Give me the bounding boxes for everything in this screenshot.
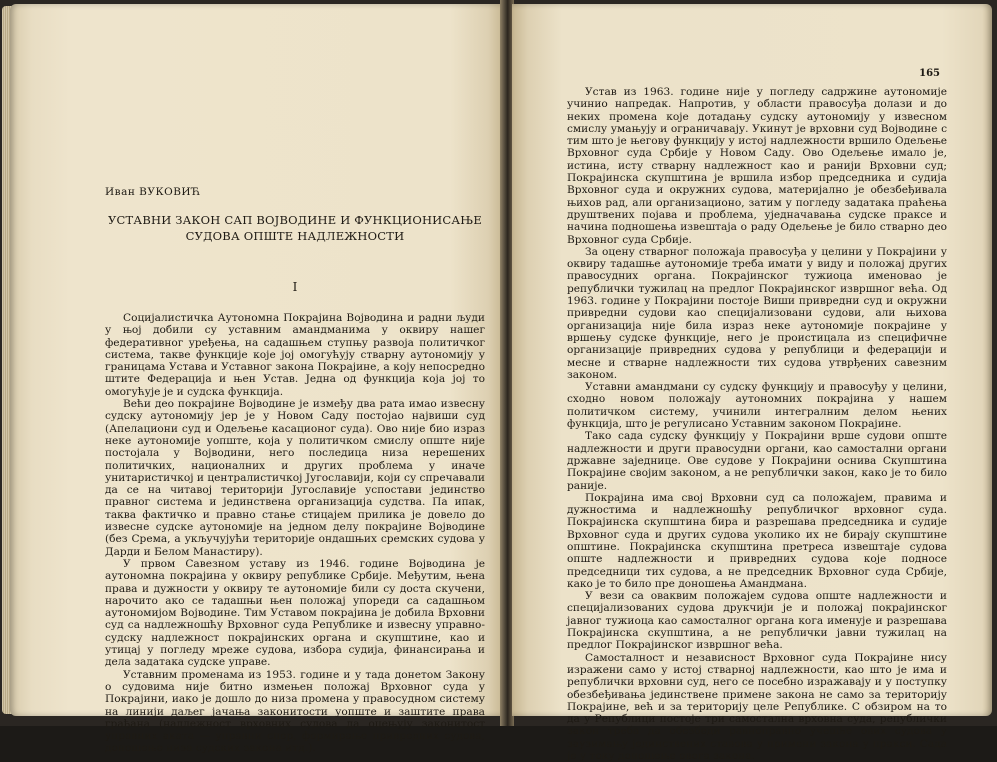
page-number: 165: [919, 68, 940, 79]
paragraph: У вези са оваквим положајем судова опште надлежности и специјализованих судова друкчији је и положај покрајинског јавног тужиоца као самосталног органа кога именује и разрешава Покрајинска скупштина, а не републички јавни тужилац на предлог Покрајинског извршног већа.: [567, 590, 947, 652]
paragraph: Социјалистичка Аутономна Покрајина Војводина и радни људи у њој добили су уставним амандманима у оквиру нашег федеративног уређења, на садашњем ступњу развоја политичког система, такве функције које јој омогућују стварну аутономију у границама Устава и Уставног закона Покрајине, а коју непосредно штите Федерација и њен Устав. Једна од функција која јој то омогућује је и судска функција.: [105, 312, 485, 398]
paragraph: Тако сада судску функцију у Покрајини врше судови опште надлежности и други правосудни органи, као самостални органи државне заједнице. Ове судове у Покрајини оснива Скупштина Покрајине својим законом, а не републички закон, како је то било раније.: [567, 430, 947, 492]
paragraph: Покрајина има свој Врховни суд са положајем, правима и дужностима и надлежношћу републичког врховног суда. Покрајинска скупштина бира и разрешава председника и судије Врховног суда и других судова уколико их не бирају скупштине општине. Покрајинска скупштина претреса извештаје судова опште надлежности и привредних судова које подносе председници тих судова, а не председник Врховног суда Србије, како је то било пре доношења Амандмана.: [567, 491, 947, 590]
left-page-content: [105, 186, 485, 755]
left-body-text: [105, 312, 485, 755]
article-title-line-2: СУДОВА ОПШТЕ НАДЛЕЖНОСТИ: [185, 229, 405, 243]
paragraph: Самосталност и независност Врховног суда Покрајине нису изражени само у истој стварној надлежности, као што је има и републички врховни суд, него се посебно изражавају и у поступку обезбеђивања јединствене примене закона не само за територију Покрајине, већ и за територију целе Републике. С обзиром на то да у Републици постоје три самостална врховна суда, републички закон треба да обезбеди равноправно учешће ових судова у заузимању јединствених ставова у примени закона у пракси. Сада је у току доношење овога закона.: [567, 651, 947, 762]
paragraph: У првом Савезном уставу из 1946. године Војводина је аутономна покрајина у оквиру републике Србије. Међутим, њена права и дужности у оквиру те аутономије били су доста скучени, нарочито ако се тадашњи њен положај упореди са садашњом аутономијом Војводине. Тим Уставом покрајина је добила Врховни суд са надлежношћу Врховног суда Републике и извесну управно-судску надлежност покрајинских органа и скупштине, као и утицај у погледу мреже судова, избора судија, финансирања и дела задатака судске управе.: [105, 557, 485, 669]
right-page: [512, 4, 992, 762]
section-number: I: [292, 280, 298, 294]
article-title-line-1: УСТАВНИ ЗАКОН САП ВОЈВОДИНЕ И ФУНКЦИОНИСАЊЕ: [108, 213, 482, 227]
right-body-text: [567, 86, 947, 762]
paragraph: Устав из 1963. године није у погледу садржине аутономије учинио напредак. Напротив, у области правосуђа долази и до неких промена које дотадању судску аутономију у извесном смислу умањују и ограничавају. Укинут је врховни суд Војводине с тим што је његову функцију у истој надлежности вршило Одељење Врховног суда Србије у Новом Саду. Ово Одељење имало је, истина, исту стварну надлежност као и ранији Врховни суд; Покрајинска скупштина је вршила избор председника и судија Врховног суда и окружних судова, материјално је обезбеђивала њихов рад, али организационо, затим у погледу задатака праћења друштвених појава и проблема, уједначавања судске праксе и начина подношења извештаја о раду Одељење је било стварно део Врховног суда Србије.: [567, 86, 947, 246]
paragraph: Већи део покрајине Војводине је између два рата имао извесну судску аутономију јер је у Новом Саду постојао највиши суд (Апелациони суд и Одељење касационог суда). Ово није био израз неке аутономије уопште, која у политичком смислу опште није постојала у Војводини, него последица низа нерешених политичких, националних и других проблема у иначе унитаристичкој и централистичкој Југославији, који су спречавали да се на читавој територији Југославије успостави јединство правног система и јединствена организација судства. Па ипак, таква фактичко и правно стање стицајем прилика је довело до извесне судске аутономије на једном делу покрајине Војводине (без Срема, а укључујући територије ондашњих сремских судова у Дарди и Белом Манастиру).: [105, 398, 485, 558]
left-page: [10, 4, 502, 755]
paragraph: Уставни амандмани су судску функцију и правосуђу у целини, сходно новом положају аутономних покрајина у нашем политичком систему, учинили интегралним делом њених функција, што је регулисано Уставним законом Покрајине.: [567, 381, 947, 431]
paragraph: Уставним променама из 1953. године и у тада донетом Закону о судовима није битно измењен положај Врховног суда у Покрајини, иако је дошло до низа промена у правосудном систему на линији даљег јачања законитости уопште и заштите права грађана (надлежност врховних судова да оцењују законитост управних аката — управни спор, формирање привредних судова, доношење низа судских закона итд.).: [105, 668, 485, 755]
author-name: Иван ВУКОВИЋ: [105, 186, 201, 198]
article-title: [105, 212, 485, 244]
paragraph: За оцену стварног положаја правосуђа у целини у Покрајини у оквиру тадашње аутономије треба имати у виду и положај других правосудних органа. Покрајинског тужиоца именовао је републички тужилац на предлог Покрајинског извршног већа. Од 1963. године у Покрајини постоје Виши привредни суд и окружни привредни судови као специјализовани судови, али њихова организација није била израз неке аутономије покрајине у вршењу судске функције, него је проистицала из специфичне организације привредних судова у републици и федерацији и месне и стварне надлежности тих судова утврђених савезним законом.: [567, 245, 947, 381]
